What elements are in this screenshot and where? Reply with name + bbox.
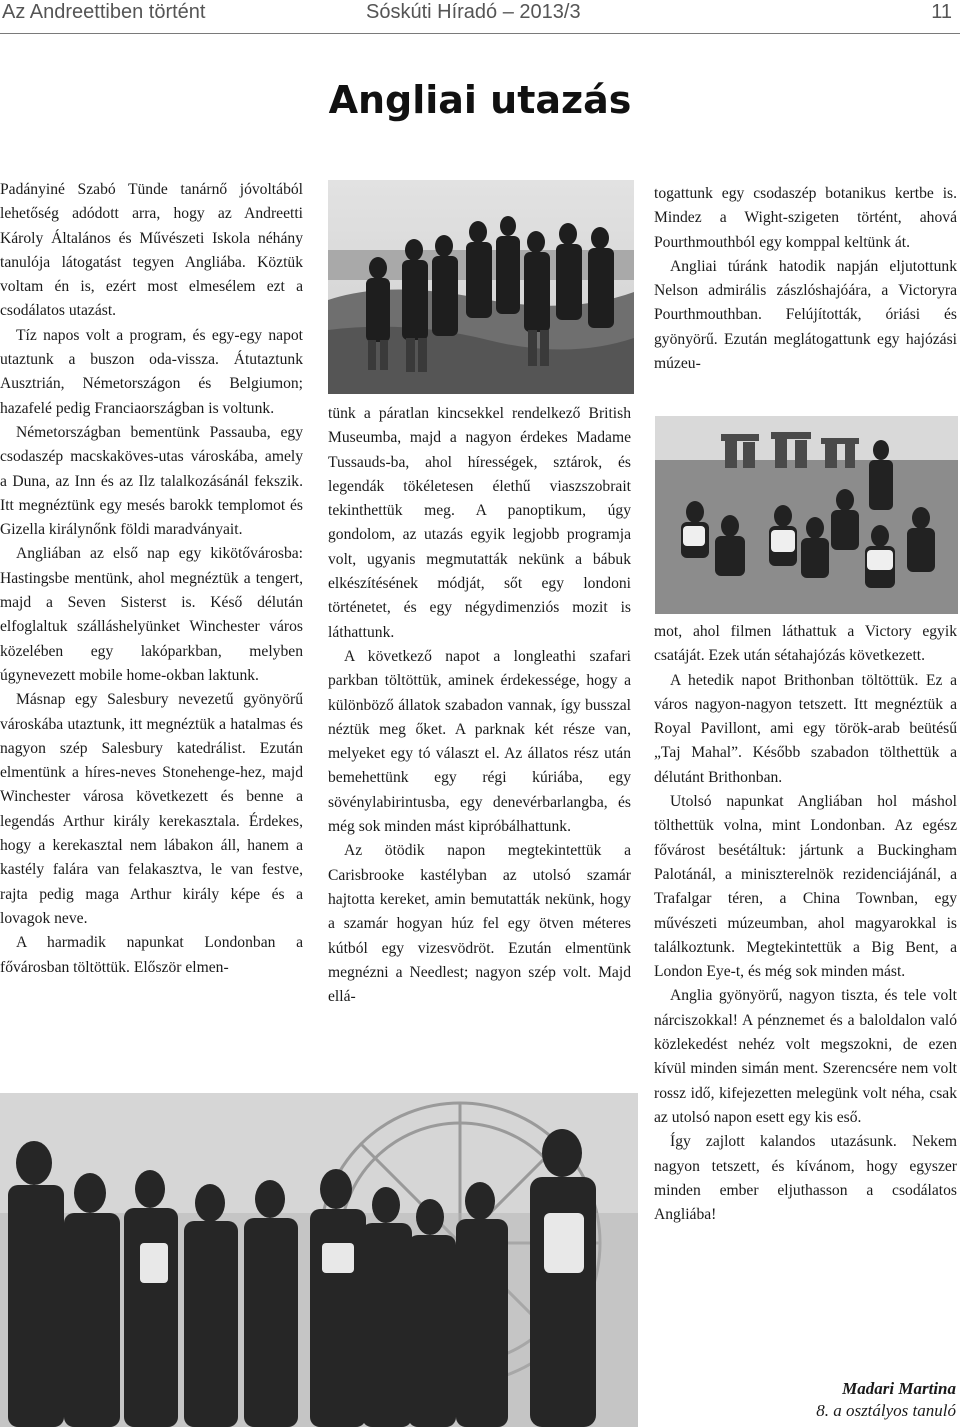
paragraph: tünk a páratlan kincsekkel rendelkező British Museumba, majd a nagyon érdekes Madame Tussauds-ba, ahol hírességek, sztárok, és legendák tökéletesen élethű viaszszobrait tekinthettük meg. A panoptikum, úgy gondolom, az utazás egyik legjobb programja volt, ugyanis megmutatták nekünk a bábuk elkészítésének módját, sőt egy londoni történetet, és egy négydimenziós mozit is láthattunk. xyxy=(328,405,631,641)
article-title: Angliai utazás xyxy=(328,78,632,122)
paragraph: Angliában az első nap egy kikötővárosba: Hastingsbe mentünk, ahol megnéztük a tengert, majd a Seven Sisterst is. Késő délután elfoglaltuk szálláshelyünket Winchester város közelében egy lakóparkban, melyben úgynevezett mobile home-okban laktunk. xyxy=(0,545,303,684)
paragraph: A hetedik napot Brithonban töltöttük. Ez a város nagyon-nagyon tetszett. Itt megnéztük a Royal Pavillont, ami egy török-arab beütésű „Taj Mahal”. Később szabadon tölthettük a délutánt Brithonban. xyxy=(654,671,957,786)
paragraph: togattunk egy csodaszép botanikus kertbe is. Mindez a Wight-szigeten történt, ahová Pourthmouthból egy komppal keltünk át. xyxy=(654,185,957,251)
paragraph: Másnap egy Salesbury nevezetű gyönyörű városkába utaztunk, itt megnéztük a hatalmas és nagyon szép Salesbury katedrálist. Ezután elmentünk a híres-neves Stonehenge-hez, majd Winchester városa következett és benne a legendás Arthur király kerekasztala. Érdekes, hogy a kerekasztal nem lábakon áll, hanem a kastély falára van felakasztva, le van festve, rajta pedig maga Arthur király képe és a lovagok neve. xyxy=(0,691,303,927)
paragraph: Így zajlott kalandos utazásunk. Nekem nagyon tetszett, és kívánom, hogy egyszer minden ember eljuthasson a csodálatos Angliába! xyxy=(654,1133,957,1224)
paragraph: mot, ahol filmen láthattuk a Victory egyik csatáját. Ezek után sétahajózás következett. xyxy=(654,623,957,665)
paragraph: Németországban bementünk Passauba, egy csodaszép macskaköves-utas városkába, amely a Duna, az Inn és az Ilz talalkozásánál fekszik. Itt megnéztünk egy mesés barokk templomot és Gizella királynőnk földi maradványait. xyxy=(0,423,303,539)
article-column-2 xyxy=(328,402,631,1009)
author-class: 8. a osztályos tanuló xyxy=(816,1401,956,1420)
group-photo-london-eye xyxy=(0,1093,638,1427)
group-photo-stonehenge xyxy=(655,416,958,614)
paragraph: Anglia gyönyörű, nagyon tiszta, és tele volt nárciszokkal! A pénznemet és a baloldalon való közlekedést nehéz volt megszokni, de ezen kívül minden simán ment. Szerencsére nem volt rossz idő, kifejezetten melegünk volt néha, csak az utolsó napon esett egy kis eső. xyxy=(654,987,957,1126)
paragraph: Tíz napos volt a program, és egy-egy napot utaztunk a buszon oda-vissza. Átutaztunk Ausztrián, Németországon és Belgiumon; hazafelé pedig Franciaországban is voltunk. xyxy=(0,326,303,417)
paragraph: A következő napot a longleathi szafari parkban töltöttük, aminek érdekessége, hogy a különböző állatok szabadon vannak, így busszal néztük meg őket. A parknak két része van, melyeket egy tó választ el. Az állatos rész után bemehettünk egy régi kúriába, egy sövénylabirintusba, egy denevérbarlangba, és még sok minden mást kipróbálhattunk. xyxy=(328,647,631,836)
section-label: Az Andreettiben történt xyxy=(2,1,206,23)
author-signature xyxy=(816,1378,956,1422)
page-number: 11 xyxy=(931,1,952,23)
article-column-3-bottom xyxy=(654,620,957,1227)
article-column-3-top xyxy=(654,182,957,376)
page-header xyxy=(0,0,960,34)
paragraph: Az ötödik napon megtekintettük a Carisbrooke kastélyban az utolsó szamár hajtotta kereket, amin bemutatták nekünk, hogy a szamár hogyan húz fel egy ötven méteres kútból egy vizesvödröt. Ezután elmentünk megnézni a Needlest; nagyon szép volt. Majd ellá- xyxy=(328,842,631,1006)
paragraph: Angliai túránk hatodik napján eljutottunk Nelson admirális zászlóshajóára, a Victoryra Pourthmouthban. Felújították, óriási és gyönyörű. Ezután meglátogattunk egy hajózási múzeu- xyxy=(654,257,957,373)
publication-label: Sóskúti Híradó – 2013/3 xyxy=(366,1,581,23)
group-photo-cliff xyxy=(328,180,634,394)
paragraph: Padányiné Szabó Tünde tanárnő jóvoltából lehetőség adódott arra, hogy az Andreetti Károly Általános és Művészeti Iskola néhány tanulója látogatást tegyen Angliába. Köztük voltam én is, ezért most elmesélem ezt a csodálatos utazást. xyxy=(0,181,303,320)
paragraph: Utolsó napunkat Angliában hol máshol tölthettük volna, mint Londonban. Az egész fővárost besétáltuk: jártunk a Buckingham Palotánál, a miniszterelnök rezidenciájánál, a Trafalgar téren, a China Townban, egy művészeti múzeumban, ahol magyarokkal is találkoztunk. Megtekintettük a Big Bent, a London Eye-t, és még sok minden mást. xyxy=(654,793,957,981)
paragraph: A harmadik napunkat Londonban a fővárosban töltöttük. Először elmen- xyxy=(0,934,303,976)
author-name: Madari Martina xyxy=(842,1379,956,1398)
article-column-1 xyxy=(0,178,303,980)
